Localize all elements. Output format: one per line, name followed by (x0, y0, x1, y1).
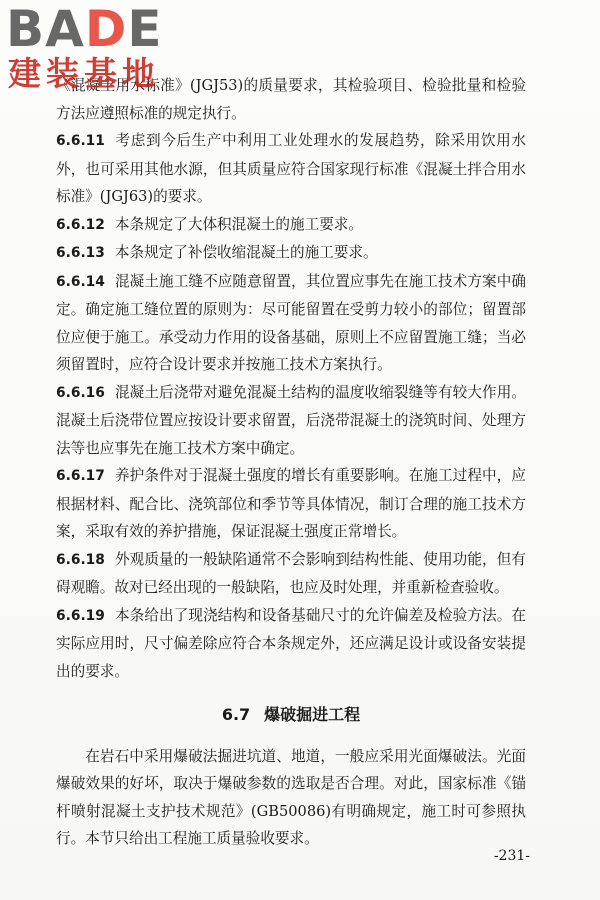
clause-number: 6.6.12 (56, 216, 105, 233)
document-body (56, 72, 526, 853)
clause-number: 6.6.18 (56, 551, 105, 568)
watermark-brand (6, 0, 163, 58)
clause-number: 6.6.14 (56, 273, 105, 290)
bade-watermark-logo (6, 0, 181, 96)
clause-6-6-19 (56, 602, 526, 686)
clause-text: 外观质量的一般缺陷通常不会影响到结构性能、使用功能，但有碍观瞻。故对已经出现的一般缺陷，也应及时处理，并重新检查验收。 (56, 550, 526, 596)
clause-6-6-11 (56, 127, 526, 211)
section-title: 爆破掘进工程 (264, 705, 361, 724)
clause-text: 养护条件对于混凝土强度的增长有重要影响。在施工过程中，应根据材料、配合比、浇筑部位和季节等具体情况，制订合理的施工技术方案，采取有效的养护措施，保证混凝土强度正常增长。 (56, 467, 526, 540)
clause-6-6-17 (56, 462, 526, 546)
watermark-brand-end: E (127, 0, 163, 58)
clause-text: 混凝土施工缝不应随意留置，其位置应事先在施工技术方案中确定。确定施工缝位置的原则为：尽可能留置在受剪力较小的部位；留置部位应便于施工。承受动力作用的设备基础，原则上不应留置施工缝；当必须留置时，应符合设计要求并按施工技术方案执行。 (56, 272, 526, 373)
clause-6-6-18 (56, 546, 526, 602)
clause-6-6-13 (56, 239, 526, 268)
watermark-brand-main: BA (6, 0, 85, 58)
watermark-brand-accent: D (84, 0, 128, 58)
clause-number: 6.6.19 (56, 607, 105, 624)
page-number: -231- (493, 848, 530, 864)
clause-text: 本条规定了大体积混凝土的施工要求。 (114, 215, 363, 233)
clause-text: 考虑到今后生产中利用工业处理水的发展趋势，除采用饮用水外，也可采用其他水源，但其质量应符合国家现行标准《混凝土拌合用水标准》(JGJ63)的要求。 (56, 132, 526, 205)
clause-6-6-12 (56, 211, 526, 240)
clause-text: 本条规定了补偿收缩混凝土的施工要求。 (114, 244, 378, 261)
clause-text: 本条给出了现浇结构和设备基础尺寸的允许偏差及检验方法。在实际应用时，尺寸偏差除应符合本条规定外，还应满足设计或设备安装提出的要求。 (56, 606, 526, 680)
clause-number: 6.6.16 (56, 384, 105, 401)
clause-number: 6.6.11 (56, 133, 105, 149)
section-body-paragraph: 在岩石中采用爆破法掘进坑道、地道，一般应采用光面爆破法。光面爆破效果的好坏，取决于爆破参数的选取是否合理。对此，国家标准《锚杆喷射混凝土支护技术规范》(GB50086)有明确规定，施工时可参照执行。本节只给出工程施工质量验收要求。 (56, 747, 526, 847)
section-number: 6.7 (221, 705, 251, 724)
clause-6-6-14 (56, 268, 526, 379)
clause-number: 6.6.17 (56, 468, 105, 484)
clause-6-6-16 (56, 379, 526, 463)
section-heading (56, 701, 526, 729)
clause-number: 6.6.13 (56, 245, 105, 261)
watermark-subtitle: 建装基地 (8, 54, 160, 93)
intro-paragraph: 《混凝土用水标准》(JGJ53)的质量要求，其检验项目、检验批量和检验方法应遵照标准的规定执行。 (56, 77, 526, 122)
clause-text: 混凝土后浇带对避免混凝土结构的温度收缩裂缝等有较大作用。混凝土后浇带位置应按设计要求留置，后浇带混凝土的浇筑时间、处理方法等也应事先在施工技术方案中确定。 (56, 383, 526, 457)
